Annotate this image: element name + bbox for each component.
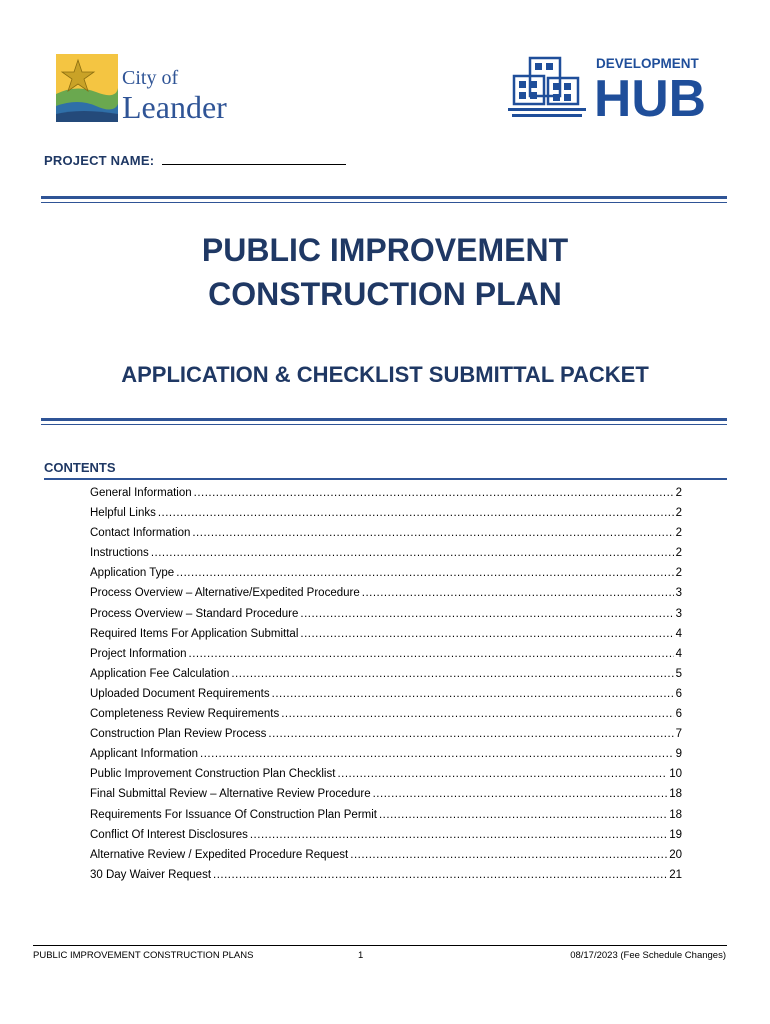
toc-leader-dots bbox=[337, 768, 667, 780]
toc-leader-dots bbox=[362, 587, 674, 599]
toc-leader-dots bbox=[350, 849, 667, 861]
toc-entry-page: 20 bbox=[669, 848, 682, 861]
toc-leader-dots bbox=[192, 527, 673, 539]
project-name-blank[interactable] bbox=[162, 152, 346, 165]
project-name-label: PROJECT NAME: bbox=[44, 153, 155, 168]
toc-entry[interactable] bbox=[90, 809, 682, 829]
toc-entry[interactable] bbox=[90, 527, 682, 547]
toc-entry-page: 2 bbox=[675, 567, 682, 580]
toc-entry[interactable] bbox=[90, 567, 682, 587]
toc-entry-page: 4 bbox=[675, 627, 682, 640]
toc-leader-dots bbox=[151, 547, 674, 559]
footer-revision-date: 08/17/2023 (Fee Schedule Changes) bbox=[570, 950, 726, 961]
toc-leader-dots bbox=[300, 608, 673, 620]
toc-entry-page: 18 bbox=[669, 788, 682, 801]
toc-entry[interactable] bbox=[90, 849, 682, 869]
title-line-2: CONSTRUCTION PLAN bbox=[208, 276, 562, 312]
toc-entry-page: 4 bbox=[675, 647, 682, 660]
city-of-text: City of bbox=[122, 67, 179, 89]
toc-entry[interactable] bbox=[90, 668, 682, 688]
footer-page-number: 1 bbox=[358, 950, 364, 961]
toc-entry[interactable] bbox=[90, 768, 682, 788]
toc-entry-title: Process Overview – Standard Procedure bbox=[90, 607, 299, 620]
contents-heading: CONTENTS bbox=[44, 460, 116, 475]
toc-entry[interactable] bbox=[90, 628, 682, 648]
toc-entry-page: 21 bbox=[669, 868, 682, 881]
document-title bbox=[0, 228, 770, 316]
toc-entry[interactable] bbox=[90, 547, 682, 567]
toc-entry-title: Construction Plan Review Process bbox=[90, 728, 267, 741]
toc-entry-page: 3 bbox=[675, 607, 682, 620]
toc-entry-page: 10 bbox=[669, 768, 682, 781]
footer-document-name: PUBLIC IMPROVEMENT CONSTRUCTION PLANS bbox=[33, 950, 254, 961]
toc-leader-dots bbox=[373, 788, 668, 800]
development-text: DEVELOPMENT bbox=[596, 56, 699, 71]
toc-entry-title: Alternative Review / Expedited Procedure Request bbox=[90, 848, 349, 861]
toc-entry-title: Process Overview – Alternative/Expedited Procedure bbox=[90, 587, 360, 600]
toc-entry-page: 6 bbox=[675, 687, 682, 700]
toc-entry[interactable] bbox=[90, 829, 682, 849]
toc-entry-title: Conflict Of Interest Disclosures bbox=[90, 828, 248, 841]
toc-leader-dots bbox=[158, 507, 674, 519]
toc-entry-title: General Information bbox=[90, 487, 192, 499]
leander-text: Leander bbox=[122, 89, 227, 125]
toc-entry[interactable] bbox=[90, 688, 682, 708]
project-name-field bbox=[44, 152, 346, 168]
toc-entry-title: 30 Day Waiver Request bbox=[90, 868, 212, 881]
toc-entry-page: 19 bbox=[669, 828, 682, 841]
title-divider bbox=[41, 418, 727, 425]
toc-entry-title: Application Fee Calculation bbox=[90, 667, 230, 680]
toc-entry-title: Requirements For Issuance Of Construction Plan Permit bbox=[90, 808, 377, 821]
toc-leader-dots bbox=[281, 708, 673, 720]
contents-underline bbox=[44, 478, 727, 480]
toc-entry-page: 7 bbox=[675, 728, 682, 741]
title-line-1: PUBLIC IMPROVEMENT bbox=[201, 232, 569, 268]
toc-entry-page: 18 bbox=[669, 808, 682, 821]
toc-entry-title: Instructions bbox=[90, 547, 149, 560]
toc-entry-title: Public Improvement Construction Plan Checklist bbox=[90, 768, 336, 781]
toc-leader-dots bbox=[200, 748, 674, 760]
toc-leader-dots bbox=[250, 829, 667, 841]
toc-entry-title: Contact Information bbox=[90, 527, 191, 540]
toc-leader-dots bbox=[231, 668, 673, 680]
toc-entry[interactable] bbox=[90, 507, 682, 527]
toc-leader-dots bbox=[272, 688, 674, 700]
toc-entry[interactable] bbox=[90, 728, 682, 748]
toc-entry[interactable] bbox=[90, 487, 682, 507]
toc-entry-title: Uploaded Document Requirements bbox=[90, 687, 270, 700]
toc-leader-dots bbox=[176, 567, 673, 579]
toc-entry-page: 6 bbox=[675, 708, 682, 721]
toc-entry[interactable] bbox=[90, 648, 682, 668]
toc-entry-page: 2 bbox=[675, 547, 682, 560]
toc-entry-title: Final Submittal Review – Alternative Review Procedure bbox=[90, 788, 371, 801]
toc-entry-title: Required Items For Application Submittal bbox=[90, 627, 299, 640]
toc-entry[interactable] bbox=[90, 788, 682, 808]
toc-entry[interactable] bbox=[90, 748, 682, 768]
footer-divider bbox=[33, 945, 727, 946]
header-divider bbox=[41, 196, 727, 203]
toc-entry[interactable] bbox=[90, 608, 682, 628]
toc-entry-page: 2 bbox=[675, 487, 682, 499]
toc-leader-dots bbox=[268, 728, 673, 740]
toc-entry-page: 2 bbox=[675, 507, 682, 520]
table-of-contents bbox=[90, 487, 682, 889]
document-subtitle: APPLICATION & CHECKLIST SUBMITTAL PACKET bbox=[121, 362, 649, 387]
toc-leader-dots bbox=[300, 628, 673, 640]
toc-leader-dots bbox=[213, 869, 667, 881]
toc-leader-dots bbox=[189, 648, 674, 660]
hub-text: HUB bbox=[594, 70, 706, 124]
toc-entry[interactable] bbox=[90, 869, 682, 889]
city-of-leander-logo bbox=[56, 54, 266, 126]
toc-entry-page: 2 bbox=[675, 527, 682, 540]
toc-entry-title: Helpful Links bbox=[90, 507, 156, 520]
toc-entry-title: Applicant Information bbox=[90, 748, 199, 761]
development-hub-logo bbox=[508, 52, 714, 124]
toc-entry[interactable] bbox=[90, 587, 682, 607]
toc-entry-title: Project Information bbox=[90, 647, 187, 660]
toc-entry-title: Completeness Review Requirements bbox=[90, 708, 280, 721]
toc-leader-dots bbox=[194, 487, 674, 499]
toc-entry-page: 5 bbox=[675, 667, 682, 680]
toc-entry-title: Application Type bbox=[90, 567, 175, 580]
toc-entry-page: 9 bbox=[675, 748, 682, 761]
toc-entry-page: 3 bbox=[675, 587, 682, 600]
toc-leader-dots bbox=[379, 809, 667, 821]
toc-entry[interactable] bbox=[90, 708, 682, 728]
